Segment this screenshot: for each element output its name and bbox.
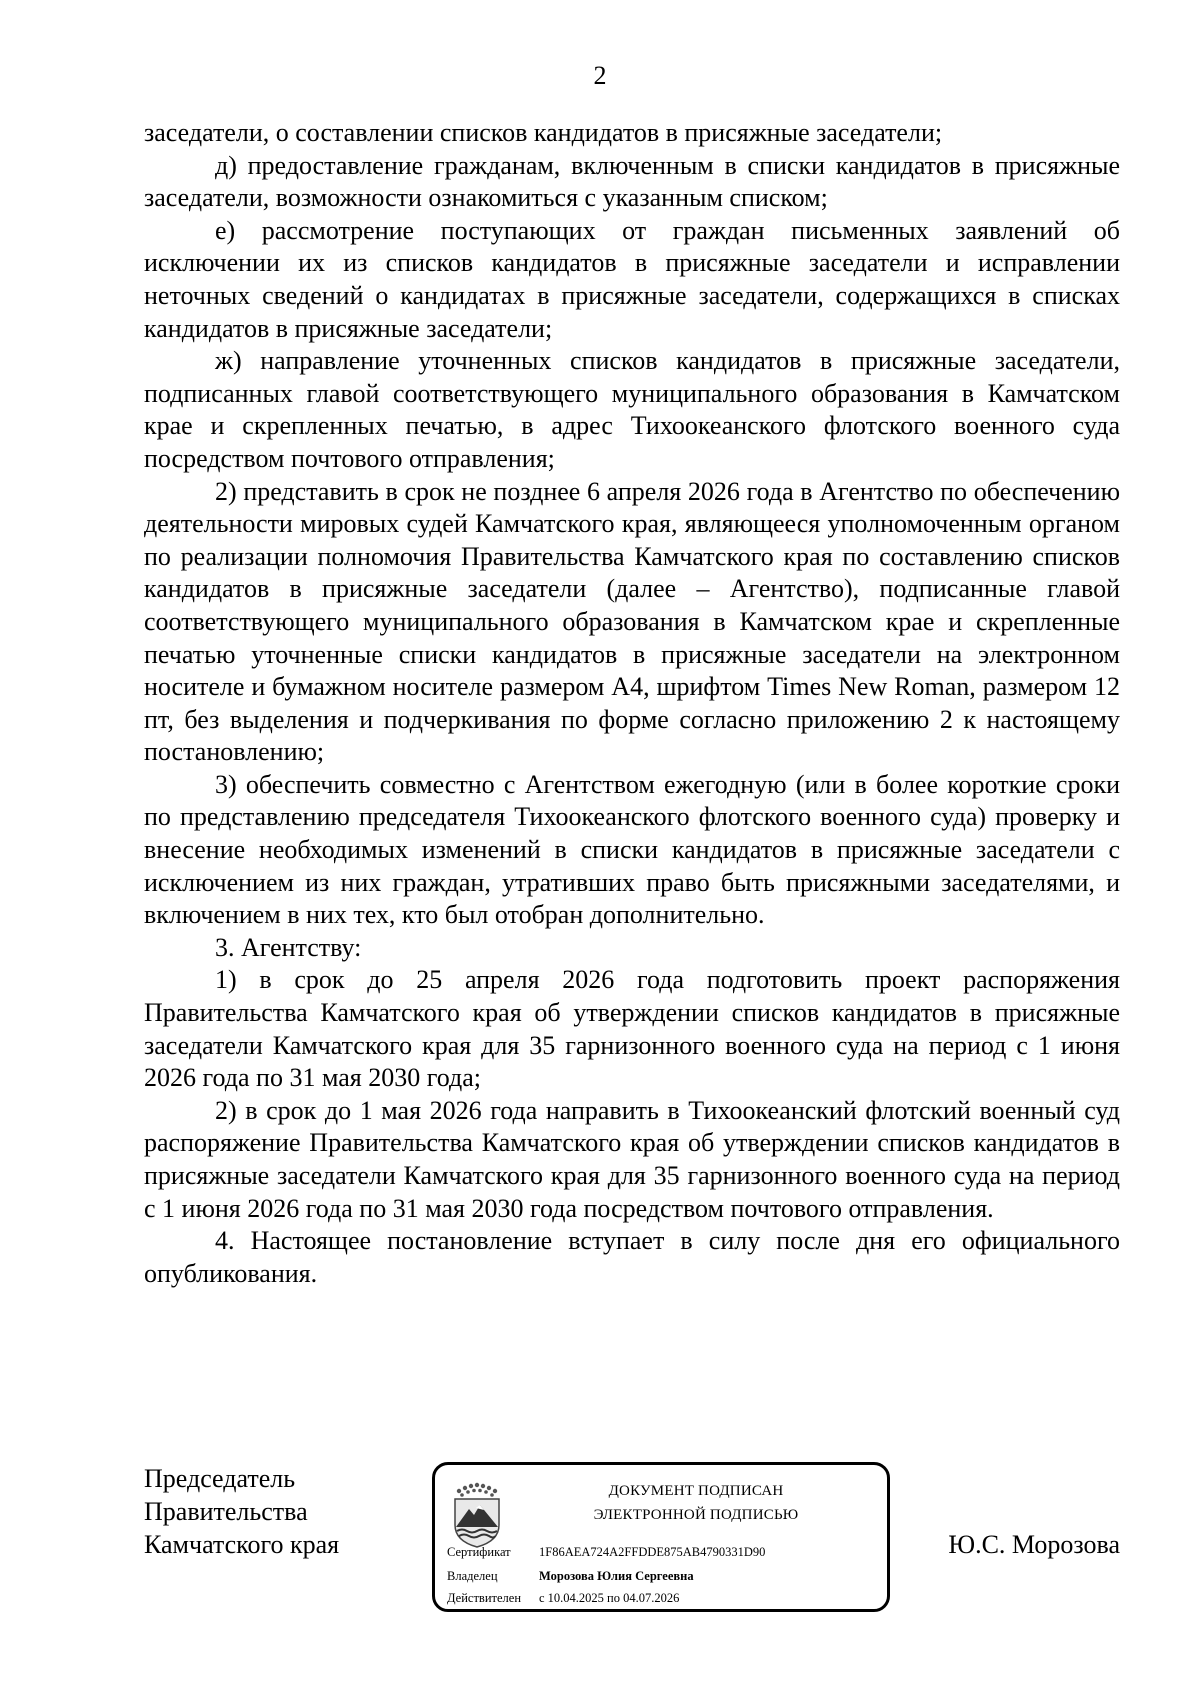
- stamp-validity-value: с 10.04.2025 по 04.07.2026: [539, 1591, 680, 1605]
- stamp-certificate-value: 1F86AEA724A2FFDDE875AB4790331D90: [539, 1545, 766, 1559]
- paragraph: 1) в срок до 25 апреля 2026 года подготовить проект распоряжения Правительства Камчатского края об утверждении списков кандидатов в присяжные заседатели Камчатского края для 35 гарнизонного военного суда на период с 1 июня 2026 года по 31 мая 2030 года;: [144, 965, 1120, 1093]
- signatory-title-line: Правительства: [144, 1497, 308, 1526]
- stamp-heading-line: ДОКУМЕНТ ПОДПИСАН: [608, 1483, 784, 1499]
- paragraph: е) рассмотрение поступающих от граждан письменных заявлений об исключении их из списков кандидатов в присяжные заседатели и исправлении неточных сведений о кандидатах в присяжные заседатели, содержащихся в списках кандидатов в присяжные заседатели;: [144, 215, 1120, 343]
- stamp-owner-value: Морозова Юлия Сергеевна: [539, 1569, 694, 1583]
- paragraph: д) предоставление гражданам, включенным в списки кандидатов в присяжные заседатели, возможности ознакомиться с указанным списком;: [144, 150, 1120, 213]
- stamp-heading: [515, 1479, 877, 1527]
- stamp-certificate-row: [447, 1543, 765, 1561]
- electronic-signature-stamp: [432, 1462, 890, 1612]
- paragraph: 3. Агентству:: [215, 932, 362, 962]
- signatory-title: [144, 1462, 339, 1561]
- signatory-title-line: Камчатского края: [144, 1530, 340, 1559]
- paragraph: заседатели, о составлении списков кандидатов в присяжные заседатели;: [144, 118, 943, 147]
- page-number: 2: [593, 61, 607, 90]
- stamp-heading-line: ЭЛЕКТРОННОЙ ПОДПИСЬЮ: [593, 1507, 799, 1523]
- paragraph: 2) в срок до 1 мая 2026 года направить в Тихоокеанский флотский военный суд распоряжение Правительства Камчатского края об утверждении списков кандидатов в присяжные заседатели Камчатского края для 35 гарнизонного военного суда на период с 1 июня 2026 года по 31 мая 2030 года посредством почтового отправления.: [144, 1095, 1120, 1223]
- stamp-owner-label: Владелец: [447, 1569, 498, 1583]
- paragraph: ж) направление уточненных списков кандидатов в присяжные заседатели, подписанных главой соответствующего муниципального образования в Камчатском крае и скрепленных печатью, в адрес Тихоокеанского флотского военного суда посредством почтового отправления;: [144, 346, 1120, 473]
- paragraph: 2) представить в срок не позднее 6 апреля 2026 года в Агентство по обеспечению деятельности мировых судей Камчатского края, являющееся уполномоченным органом по реализации полномочия Правительства Камчатского края по составлению списков кандидатов в присяжные заседатели (далее – Агентство), подписанные главой соответствующего муниципального образования в Камчатском крае и скрепленные печатью уточненные списки кандидатов в присяжные заседатели на электронном носителе и бумажном носителе размером А4, шрифтом Times New Roman, размером 12 пт, без выделения и подчеркивания по форме согласно приложению 2 к настоящему постановлению;: [144, 476, 1120, 767]
- signatory-title-line: Председатель: [144, 1464, 296, 1493]
- kamchatka-coat-of-arms-icon: [447, 1479, 507, 1549]
- stamp-owner-row: [447, 1567, 694, 1585]
- document-body: [144, 117, 1120, 1290]
- paragraph: 3) обеспечить совместно с Агентством ежегодную (или в более короткие сроки по представлению председателя Тихоокеанского флотского военного суда) проверку и внесение необходимых изменений в списки кандидатов в присяжные заседатели с исключением из них граждан, утративших право быть присяжными заседателями, и включением в них тех, кто был отобран дополнительно.: [144, 769, 1120, 930]
- signatory-name: Ю.С. Морозова: [948, 1530, 1120, 1559]
- paragraph: 4. Настоящее постановление вступает в силу после дня его официального опубликования.: [144, 1226, 1120, 1288]
- signature-block: [144, 1462, 1120, 1632]
- stamp-validity-row: [447, 1589, 679, 1607]
- stamp-validity-label: Действителен: [447, 1591, 522, 1605]
- stamp-certificate-label: Сертификат: [447, 1545, 511, 1559]
